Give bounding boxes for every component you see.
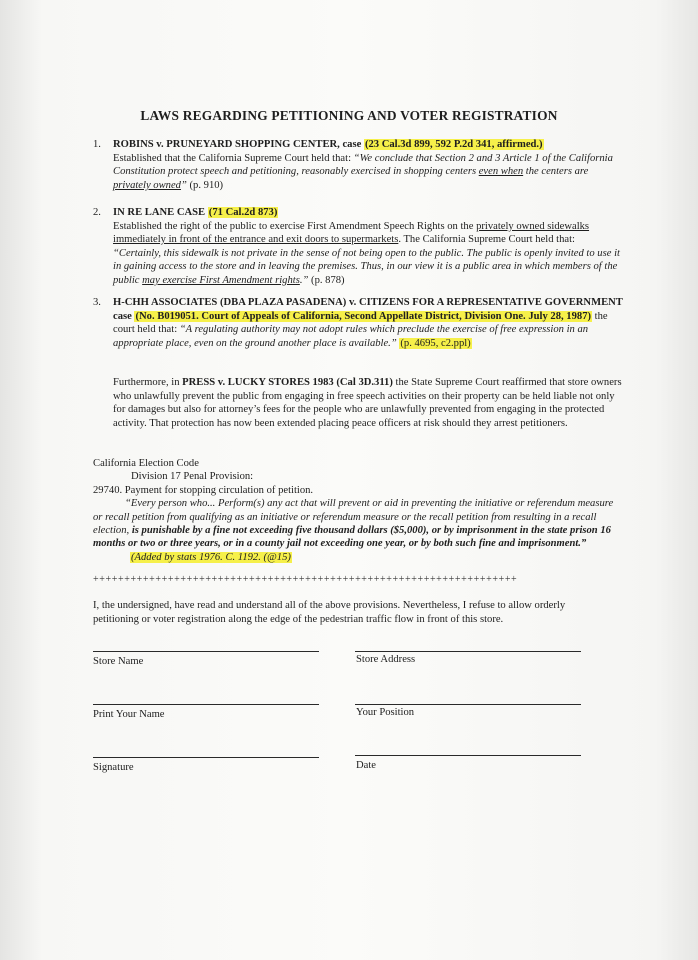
item-quote: “A regulating authority may not adopt rules which preclude the exercise of free expression in an appropriate place, even on the ground another place is available.”: [113, 324, 589, 349]
code-heading: California Election Code: [93, 458, 199, 469]
case-citation-highlight: (71 Cal.2d 873): [208, 207, 278, 218]
election-code-section: [93, 457, 623, 564]
signature-line[interactable]: [93, 757, 319, 758]
page-ref-highlight: (p. 4695, c2.ppl): [400, 337, 471, 349]
case-name: IN RE LANE CASE: [113, 207, 206, 218]
case-name: H-CHH ASSOCIATES (DBA PLAZA PASADENA) v. CITIZENS FOR A REPRESENTATIVE GOVERNMENT case: [113, 297, 623, 322]
item-number: 3.: [93, 297, 101, 308]
print-name-label: Print Your Name: [93, 709, 165, 720]
code-quote: “Every person who... Perform(s) any act that will prevent or aid in preventing the initiative or referendum measure or recall petition from qualifying as an initiative or referendum measure or the recall petition from resulting in a recall election, is punishable by a fine not exceeding five thousand dollars ($5,000), or by imprisonment in the state prison 16 months or two or three years, or in a county jail not exceeding one year, or by both such fine and imprisonment.”: [93, 498, 614, 550]
declaration-paragraph: I, the undersigned, have read and understand all of the above provisions. Nevertheless, I refuse to allow orderly petitioning or voter registration along the edge of the pedestrian traffic flow in front of this store.: [93, 600, 566, 625]
case-name: PRESS v. LUCKY STORES 1983 (Cal 3D.311): [182, 377, 393, 388]
date-line[interactable]: [355, 755, 581, 756]
date-label: Date: [356, 760, 376, 771]
store-address-line[interactable]: [355, 651, 581, 652]
page-ref: (p. 910): [186, 179, 224, 191]
signature-label: Signature: [93, 762, 134, 773]
item-text: Established the right of the public to exercise First Amendment Speech Rights on the privately owned sidewalks immediately in front of the entrance and exit doors to supermarkets. The California Supreme Court held that:: [113, 220, 590, 246]
separator-line: ++++++++++++++++++++++++++++++++++++++++++++++++++++++++++++++++++++: [93, 574, 518, 585]
position-line[interactable]: [355, 704, 581, 705]
store-name-label: Store Name: [93, 656, 144, 667]
case-citation-highlight: (23 Cal.3d 899, 592 P.2d 341, affirmed.): [364, 139, 543, 150]
code-section: 29740. Payment for stopping circulation of petition.: [93, 484, 314, 496]
law-item-1: [93, 138, 623, 192]
position-label: Your Position: [356, 707, 415, 718]
item-number: 1.: [93, 139, 101, 150]
law-item-2: [93, 206, 623, 288]
item-quote: “Certainly, this sidewalk is not private in the sense of not being open to the public. The public is openly invited to use it in gaining access to the store and in leaving the premises. Thus, in our view it is a public area in which members of the public may exercise First Amendment rights.”: [113, 247, 620, 286]
case-citation-highlight: (No. B019051. Court of Appeals of California, Second Appellate District, Division One. July 28, 1987): [135, 310, 592, 322]
item-text: the court held that:: [113, 310, 608, 336]
furthermore-paragraph: Furthermore, in PRESS v. LUCKY STORES 1983 (Cal 3D.311) the State Supreme Court reaffirmed that store owners who unlawfully prevent the public from engaging in free speech activities on their property can be held liable not only for damages but also for attorney’s fees for the people who are unlawfully prevented from engaging in the protected activity. That protection has now been extended placing peace officers at risk should they arrest petitioners.: [113, 377, 622, 429]
store-address-label: Store Address: [356, 654, 416, 665]
item-number: 2.: [93, 207, 101, 218]
print-name-line[interactable]: [93, 704, 319, 705]
added-by-stats-highlight: (Added by stats 1976. C. 1192. (@15): [131, 551, 291, 563]
item-quote: “We conclude that Section 2 and 3 Article 1 of the California Constitution protect speech and petitioning, reasonably exercised in shopping centers even when the centers are privately owned”: [113, 152, 613, 191]
page-ref: (p. 878): [308, 274, 345, 286]
law-item-3: [93, 296, 623, 350]
code-division: Division 17 Penal Provision:: [131, 471, 254, 483]
store-name-line[interactable]: [93, 651, 319, 652]
page-title: LAWS REGARDING PETITIONING AND VOTER REGISTRATION: [140, 108, 558, 123]
item-text: Established that the California Supreme Court held that:: [113, 152, 354, 164]
case-name: ROBINS v. PRUNEYARD SHOPPING CENTER, case: [113, 139, 362, 150]
